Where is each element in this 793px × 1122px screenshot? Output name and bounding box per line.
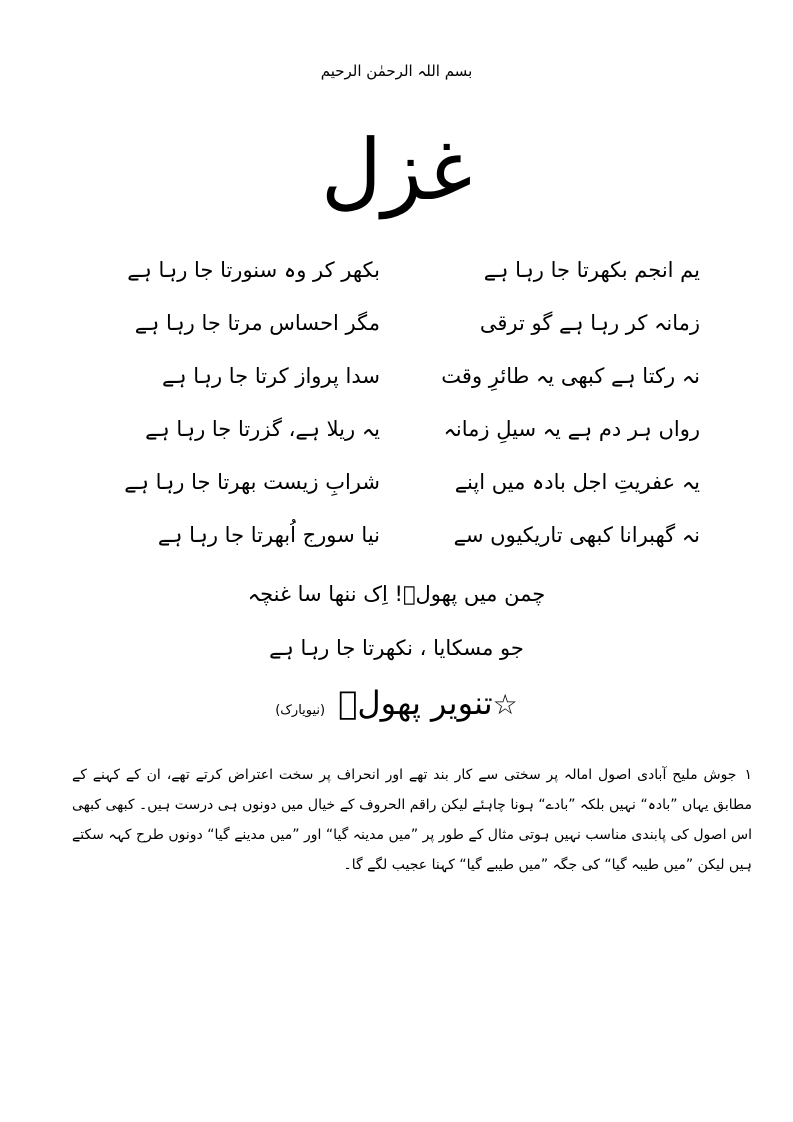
couplet — [100, 258, 700, 311]
page-title: غزل — [320, 121, 473, 219]
final-couplet-second-line: جو مسکایا ، نکھرتا جا رہا ہے — [269, 636, 524, 660]
couplet-first-line: نہ رکتا ہے کبھی یہ طائرِ وقت — [441, 364, 700, 388]
couplet — [100, 417, 700, 470]
couplet-second-line: نیا سورج اُبھرتا جا رہا ہے — [157, 523, 380, 547]
couplet — [100, 470, 700, 523]
footnote-text: جوش ملیح آبادی اصول امالہ پر سختی سے کار بند تھے اور انحراف پر سخت اعتراض کرتے تھے، ان کے کہنے کے مطابق یہاں ”بادہ“ نہیں بلکہ ”بادے“ ہونا چاہئے لیکن راقم الحروف کے خیال میں دونوں ہی درست ہیں۔ کبھی کبھی اس اصول کی پابندی مناسب نہیں ہوتی مثال کے طور پر ”میں مدینہ گیا“ اور ”میں مدینے گیا“ دونوں طرح کہہ سکتے ہیں لیکن ”میں طیبہ گیا“ کی جگہ ”میں طیبے گیا“ کہنا عجیب لگے گا۔ — [72, 767, 752, 873]
couplet — [100, 364, 700, 417]
footnote-marker: ۱ — [744, 767, 752, 783]
couplet-first-line: یہ عفریتِ اجل بادہ میں اپنے — [454, 470, 700, 494]
couplet-first-line: رواں ہر دم ہے یہ سیلِ زمانہ — [443, 417, 700, 441]
couplet-first-line: زمانہ کر رہا ہے گو ترقی — [479, 311, 700, 335]
couplet-second-line: شرابِ زیست بھرتا جا رہا ہے — [124, 470, 380, 494]
ghazal-couplets — [100, 258, 700, 576]
star-icon: ☆ — [492, 688, 518, 721]
final-couplet-first-line: چمن میں پھولؔ! اِک ننھا سا غنچہ — [247, 582, 546, 606]
footnote — [72, 760, 752, 880]
couplet-first-line: نہ گھبرانا کبھی تاریکیوں سے — [453, 523, 700, 547]
couplet-first-line: یم انجم بکھرتا جا رہا ہے — [483, 258, 700, 282]
couplet — [100, 523, 700, 576]
poet-name: تنویر پھولؔ — [338, 684, 493, 722]
couplet-second-line: یہ ریلا ہے، گزرتا جا رہا ہے — [145, 417, 380, 441]
couplet-second-line: بکھر کر وہ سنورتا جا رہا ہے — [127, 258, 380, 282]
couplet-second-line: سدا پرواز کرتا جا رہا ہے — [161, 364, 380, 388]
poet-city: (نیویارک) — [275, 703, 326, 718]
poet-signature — [0, 684, 793, 722]
couplet — [100, 311, 700, 364]
bismillah-heading: بسم اللہ الرحمٰن الرحیم — [320, 62, 473, 80]
couplet-second-line: مگر احساس مرتا جا رہا ہے — [134, 311, 380, 335]
